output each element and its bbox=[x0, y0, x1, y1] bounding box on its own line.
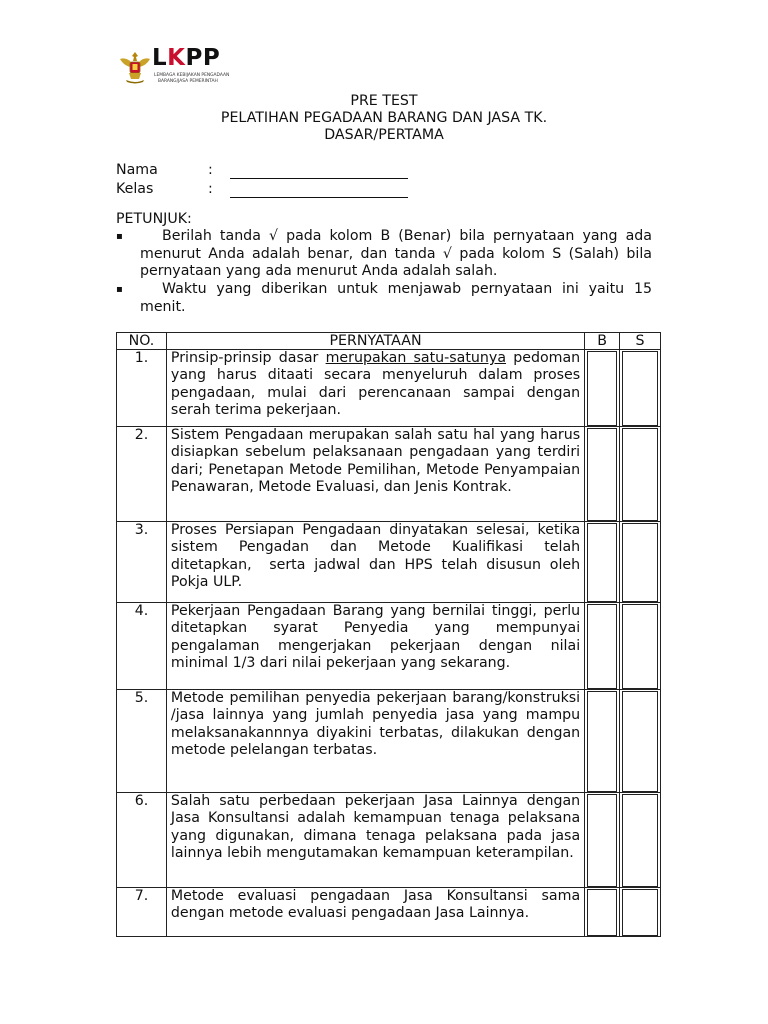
statement-text: Metode evaluasi pengadaan Jasa Konsultansi sama dengan metode evaluasi pengadaan Jasa Lainnya. bbox=[170, 888, 581, 922]
row-number: 1. bbox=[117, 350, 167, 427]
row-number: 7. bbox=[117, 888, 167, 937]
question-table bbox=[116, 332, 661, 937]
doc-subtitle: PELATIHAN PEGADAAN BARANG DAN JASA TK. bbox=[220, 110, 548, 126]
header-no: NO. bbox=[117, 333, 167, 350]
statement-text: Sistem Pengadaan merupakan salah satu hal yang harus disiapkan sebelum pelaksanaan pengadaan yang terdiri dari; Penetapan Metode Pemilihan, Metode Penyampaian Penawaran, Metode Evaluasi, dan Jenis Kontrak. bbox=[170, 427, 581, 495]
statement-text: Pekerjaan Pengadaan Barang yang bernilai tinggi, perlu ditetapkan syarat Penyedia yang mempunyai pengalaman mengerjakan pekerjaan dengan nilai minimal 1/3 dari nilai pekerjaan yang sekarang. bbox=[170, 603, 581, 671]
table-header-row bbox=[117, 333, 661, 350]
row-number: 5. bbox=[117, 690, 167, 793]
statement-underlined: merupakan satu-satunya bbox=[325, 350, 507, 366]
garuda-emblem-icon bbox=[118, 49, 152, 85]
bullet-icon: ▪ bbox=[116, 231, 123, 242]
answer-s-checkbox[interactable] bbox=[620, 522, 661, 603]
name-label: Nama bbox=[116, 162, 158, 178]
name-blank-line[interactable] bbox=[230, 164, 408, 179]
class-label: Kelas bbox=[116, 181, 154, 197]
name-field bbox=[116, 161, 408, 179]
answer-b-checkbox[interactable] bbox=[585, 350, 620, 427]
answer-s-checkbox[interactable] bbox=[620, 603, 661, 690]
table-row bbox=[117, 522, 661, 603]
row-number: 2. bbox=[117, 427, 167, 522]
instruction-text: Waktu yang diberikan untuk menjawab pernyataan ini yaitu 15 menit. bbox=[140, 281, 652, 315]
row-number: 4. bbox=[117, 603, 167, 690]
table-row bbox=[117, 350, 661, 427]
answer-s-checkbox[interactable] bbox=[620, 888, 661, 937]
statement-text: Prinsip-prinsip dasar bbox=[170, 350, 326, 366]
answer-b-checkbox[interactable] bbox=[585, 427, 620, 522]
answer-b-checkbox[interactable] bbox=[585, 522, 620, 603]
class-blank-line[interactable] bbox=[230, 183, 408, 198]
answer-s-checkbox[interactable] bbox=[620, 690, 661, 793]
table-row bbox=[117, 603, 661, 690]
statement-text-rest: pedoman yang harus ditaati secara menyeluruh dalam proses pengadaan, mulai dari perencanaan sampai dengan serah terima pekerjaan. bbox=[170, 350, 581, 418]
lkpp-logo bbox=[118, 45, 258, 87]
answer-s-checkbox[interactable] bbox=[620, 793, 661, 888]
answer-b-checkbox[interactable] bbox=[585, 793, 620, 888]
statement-text: Salah satu perbedaan pekerjaan Jasa Lainnya dengan Jasa Konsultansi adalah kemampuan tenaga pelaksana yang digunakan, dimana tenaga pelaksana pada jasa lainnya lebih mengutamakan kemampuan keterampilan. bbox=[170, 793, 581, 861]
statement-text: Metode pemilihan penyedia pekerjaan barang/konstruksi /jasa lainnya yang jumlah penyedia jasa yang mampu melaksanakannnya diyakini terbatas, dilakukan dengan metode pelelangan terbatas. bbox=[170, 690, 581, 758]
table-row bbox=[117, 793, 661, 888]
instructions-heading: PETUNJUK: bbox=[116, 211, 192, 227]
statement-cell bbox=[166, 350, 584, 427]
table-row bbox=[117, 690, 661, 793]
bullet-icon: ▪ bbox=[116, 284, 123, 295]
row-number: 6. bbox=[117, 793, 167, 888]
doc-subtitle-2: DASAR/PERTAMA bbox=[324, 127, 444, 143]
table-row bbox=[117, 427, 661, 522]
statement-cell bbox=[166, 793, 584, 888]
table-row bbox=[117, 888, 661, 937]
instruction-text: Berilah tanda √ pada kolom B (Benar) bila pernyataan yang ada menurut Anda adalah benar, dan tanda √ pada kolom S (Salah) bila pernyataan yang ada menurut Anda adalah salah. bbox=[140, 228, 652, 279]
header-s: S bbox=[620, 333, 661, 350]
statement-cell bbox=[166, 690, 584, 793]
instruction-item bbox=[116, 281, 652, 317]
answer-s-checkbox[interactable] bbox=[620, 350, 661, 427]
answer-b-checkbox[interactable] bbox=[585, 690, 620, 793]
answer-b-checkbox[interactable] bbox=[585, 603, 620, 690]
class-colon: : bbox=[208, 181, 213, 197]
logo-wordmark: LKPP bbox=[152, 45, 221, 71]
class-field bbox=[116, 180, 408, 198]
statement-cell bbox=[166, 427, 584, 522]
header-statement: PERNYATAAN bbox=[166, 333, 584, 350]
header-b: B bbox=[585, 333, 620, 350]
answer-b-checkbox[interactable] bbox=[585, 888, 620, 937]
answer-s-checkbox[interactable] bbox=[620, 427, 661, 522]
name-colon: : bbox=[208, 162, 213, 178]
logo-subtitle: LEMBAGA KEBIJAKAN PENGADAAN BARANG/JASA PEMERINTAH bbox=[154, 73, 230, 84]
instruction-item bbox=[116, 228, 652, 284]
statement-cell bbox=[166, 888, 584, 937]
doc-title: PRE TEST bbox=[350, 93, 418, 109]
statement-text: Proses Persiapan Pengadaan dinyatakan selesai, ketika sistem Pengadan dan Metode Kualifikasi telah ditetapkan, serta jadwal dan HPS telah disusun oleh Pokja ULP. bbox=[170, 522, 585, 590]
row-number: 3. bbox=[117, 522, 167, 603]
statement-cell bbox=[166, 522, 584, 603]
statement-cell bbox=[166, 603, 584, 690]
